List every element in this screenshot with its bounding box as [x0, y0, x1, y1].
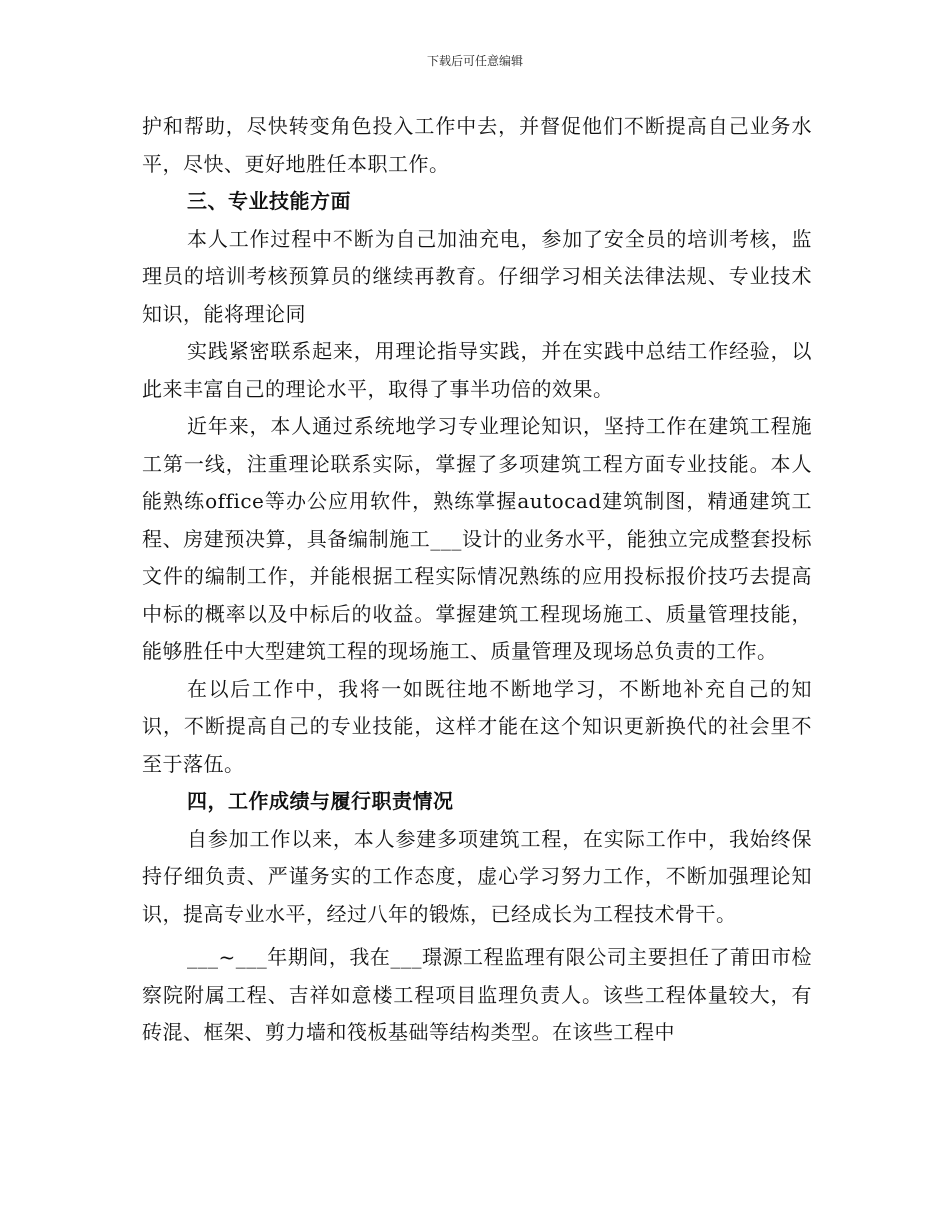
paragraph-continued: 护和帮助，尽快转变角色投入工作中去，并督促他们不断提高自己业务水平，尽快、更好地胜任本职工作。	[142, 114, 812, 176]
section-heading-skills: 三、专业技能方面	[187, 189, 351, 213]
paragraph-skills-detail: 近年来，本人通过系统地学习专业理论知识，坚持工作在建筑工程施工第一线，注重理论联系实际，掌握了多项建筑工程方面专业技能。本人能熟练office等办公应用软件，熟练掌握autocad建筑制图，精通建筑工程、房建预决算，具备编制施工___设计的业务水平，能独立完成整套投标文件的编制工作，并能根据工程实际情况熟练的应用投标报价技巧去提高中标的概率以及中标后的收益。掌握建筑工程现场施工、质量管理技能，能够胜任中大型建筑工程的现场施工、质量管理及现场总负责的工作。	[142, 414, 812, 663]
paragraph-future: 在以后工作中，我将一如既往地不断地学习，不断地补充自己的知识，不断提高自己的专业技能，这样才能在这个知识更新换代的社会里不至于落伍。	[142, 676, 812, 776]
paragraph-practice: 实践紧密联系起来，用理论指导实践，并在实践中总结工作经验，以此来丰富自己的理论水平，取得了事半功倍的效果。	[142, 339, 812, 401]
paragraph-attitude: 自参加工作以来，本人参建多项建筑工程，在实际工作中，我始终保持仔细负责、严谨务实的工作态度，虚心学习努力工作，不断加强理论知识，提高专业水平，经过八年的锻炼，已经成长为工程技术骨干。	[142, 826, 812, 926]
section-heading-achievements: 四，工作成绩与履行职责情况	[187, 789, 454, 813]
paragraph-training: 本人工作过程中不断为自己加油充电，参加了安全员的培训考核，监理员的培训考核预算员的继续再教育。仔细学习相关法律法规、专业技术知识，能将理论同	[142, 226, 812, 326]
page-header: 下载后可任意编辑	[426, 54, 523, 68]
paragraph-projects: ___~___年期间，我在___璟源工程监理有限公司主要担任了莆田市检察院附属工程、吉祥如意楼工程项目监理负责人。该些工程体量较大，有砖混、框架、剪力墙和筏板基础等结构类型。在该些工程中	[142, 945, 812, 1044]
document-body	[142, 108, 812, 1052]
